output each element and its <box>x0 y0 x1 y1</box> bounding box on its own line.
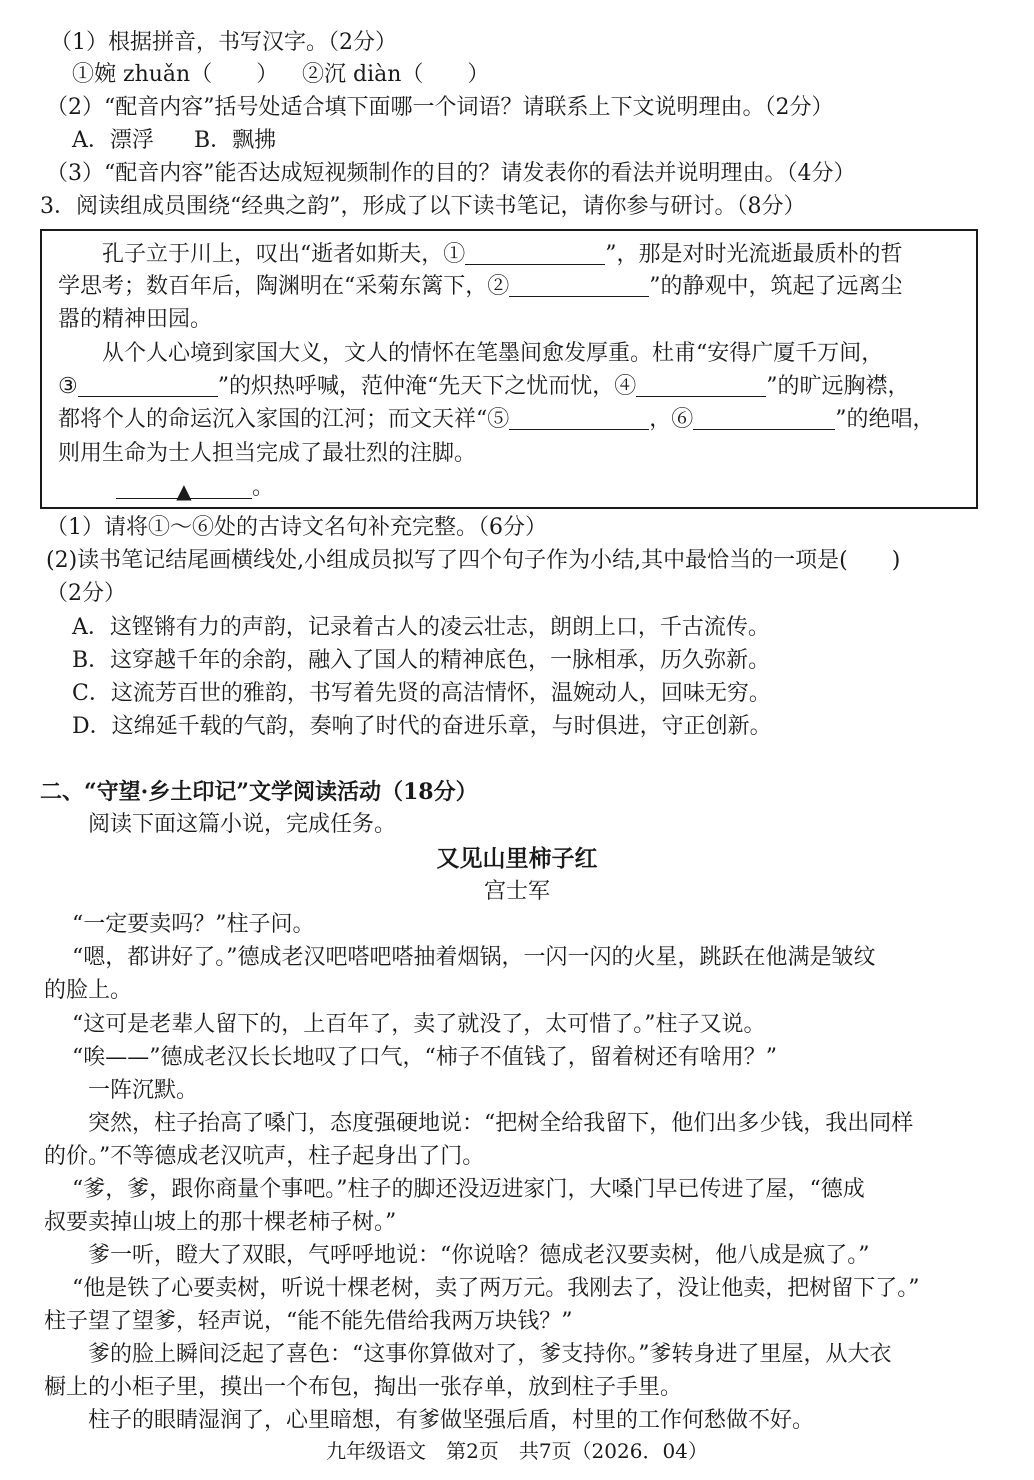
note-line-2: 学思考；数百年后，陶渊明在“采菊东篱下，② ”的静观中，筑起了远离尘 <box>58 274 903 299</box>
answer-blank-1[interactable] <box>465 242 605 265</box>
story-line: 的价。”不等德成老汉吭声，柱子起身出了门。 <box>44 1144 485 1169</box>
story-title: 又见山里柿子红 <box>436 845 598 872</box>
answer-blank-6[interactable] <box>693 407 835 430</box>
q2-sub2-option-b: B．飘拂 <box>194 128 277 153</box>
story-line: “唉——”德成老汉长长地叹了口气，“柿子不值钱了，留着树还有啥用？” <box>72 1045 777 1070</box>
answer-blank-2[interactable] <box>509 274 649 297</box>
answer-blank-4[interactable] <box>636 374 766 397</box>
story-line: 的脸上。 <box>44 978 133 1003</box>
note-line-7: 则用生命为士人担当完成了最壮烈的注脚。 <box>58 441 477 466</box>
note-line-1: 孔子立于川上，叹出“逝者如斯夫，① ”，那是对时光流逝最质朴的哲 <box>102 242 903 267</box>
note-line-4: 从个人心境到家国大义，文人的情怀在笔墨间愈发厚重。杜甫“安得广厦千万间， <box>102 341 884 366</box>
story-line: 一阵沉默。 <box>88 1078 199 1103</box>
note-line-5: ③ ”的炽热呼喊，范仲淹“先天下之忧而忧，④ ”的旷远胸襟， <box>58 374 910 399</box>
q3-option-c: C．这流芳百世的雅韵，书写着先贤的高洁情怀，温婉动人，回味无穷。 <box>72 681 771 706</box>
note-summary-line: ▲ 。 <box>116 473 274 503</box>
story-line: “这可是老辈人留下的，上百年了，卖了就没了，太可惜了。”柱子又说。 <box>72 1012 766 1037</box>
section2-instruction: 阅读下面这篇小说，完成任务。 <box>88 812 397 837</box>
q2-sub1-item-a: ①婉 zhuǎn（ ） <box>72 62 279 87</box>
note-line-3: 嚣的精神田园。 <box>58 307 213 332</box>
q3-option-b: B．这穿越千年的余韵，融入了国人的精神底色，一脉相承，历久弥新。 <box>72 648 771 673</box>
story-line: 爹的脸上瞬间泛起了喜色：“这事你算做对了，爹支持你。”爹转身进了里屋，从大衣 <box>88 1342 892 1367</box>
triangle-marker: ▲ <box>176 479 192 503</box>
q3-option-d: D．这绵延千载的气韵，奏响了时代的奋进乐章，与时俱进，守正创新。 <box>72 714 772 739</box>
story-line: 突然，柱子抬高了嗓门，态度强硬地说：“把树全给我留下，他们出多少钱，我出同样 <box>88 1111 914 1136</box>
story-line: 橱上的小柜子里，摸出一个布包，掏出一张存单，放到柱子手里。 <box>44 1375 683 1400</box>
story-line: “爹，爹，跟你商量个事吧。”柱子的脚还没迈进家门，大嗓门早已传进了屋，“德成 <box>72 1177 865 1202</box>
answer-blank-3[interactable] <box>78 374 218 397</box>
story-line: “嗯，都讲好了。”德成老汉吧嗒吧嗒抽着烟锅，一闪一闪的火星，跳跃在他满是皱纹 <box>72 945 876 970</box>
section2-heading: 二、“守望·乡土印记”文学阅读活动（18分） <box>40 779 478 805</box>
page-footer: 九年级语文 第2页 共7页（2026．04） <box>326 1439 708 1463</box>
answer-blank-5[interactable] <box>509 407 649 430</box>
story-line: “一定要卖吗？”柱子问。 <box>72 912 315 937</box>
q3-sub2: (2)读书笔记结尾画横线处,小组成员拟写了四个句子作为小结,其中最恰当的一项是( ) <box>46 548 901 573</box>
q3-title: 3．阅读组成员围绕“经典之韵”，形成了以下读书笔记，请你参与研讨。（8分） <box>40 194 806 219</box>
story-line: 柱子望了望爹，轻声说，“能不能先借给我两万块钱？” <box>44 1309 573 1334</box>
q2-sub2-option-a: A．漂浮 <box>72 128 154 153</box>
q3-sub2-score: （2分） <box>46 581 126 606</box>
story-line: “他是铁了心要卖树，听说十棵老树，卖了两万元。我刚去了，没让他卖，把树留下了。” <box>72 1276 920 1301</box>
story-line: 柱子的眼睛湿润了，心里暗想，有爹做坚强后盾，村里的工作何愁做不好。 <box>88 1408 815 1433</box>
q2-sub1-item-b: ②沉 diàn（ ） <box>302 62 490 87</box>
story-author: 宫士军 <box>483 879 550 904</box>
q3-option-a: A．这铿锵有力的声韵，记录着古人的凌云壮志，朗朗上口，千古流传。 <box>72 615 770 640</box>
story-line: 爹一听，瞪大了双眼，气呼呼地说：“你说啥？德成老汉要卖树，他八成是疯了。” <box>88 1243 870 1268</box>
story-line: 叔要卖掉山坡上的那十棵老柿子树。” <box>44 1210 397 1235</box>
q2-sub2-title: （2）“配音内容”括号处适合填下面哪一个词语？请联系上下文说明理由。（2分） <box>46 95 834 120</box>
q3-sub1: （1）请将①～⑥处的古诗文名句补充完整。（6分） <box>46 515 547 540</box>
q2-sub3-title: （3）“配音内容”能否达成短视频制作的目的？请发表你的看法并说明理由。（4分） <box>46 161 856 186</box>
summary-blank[interactable] <box>116 476 252 503</box>
note-line-6: 都将个人的命运沉入家国的江河；而文天祥“⑤ ，⑥ ”的绝唱， <box>58 407 935 432</box>
q2-sub1-title: （1）根据拼音，书写汉字。（2分） <box>50 30 397 55</box>
